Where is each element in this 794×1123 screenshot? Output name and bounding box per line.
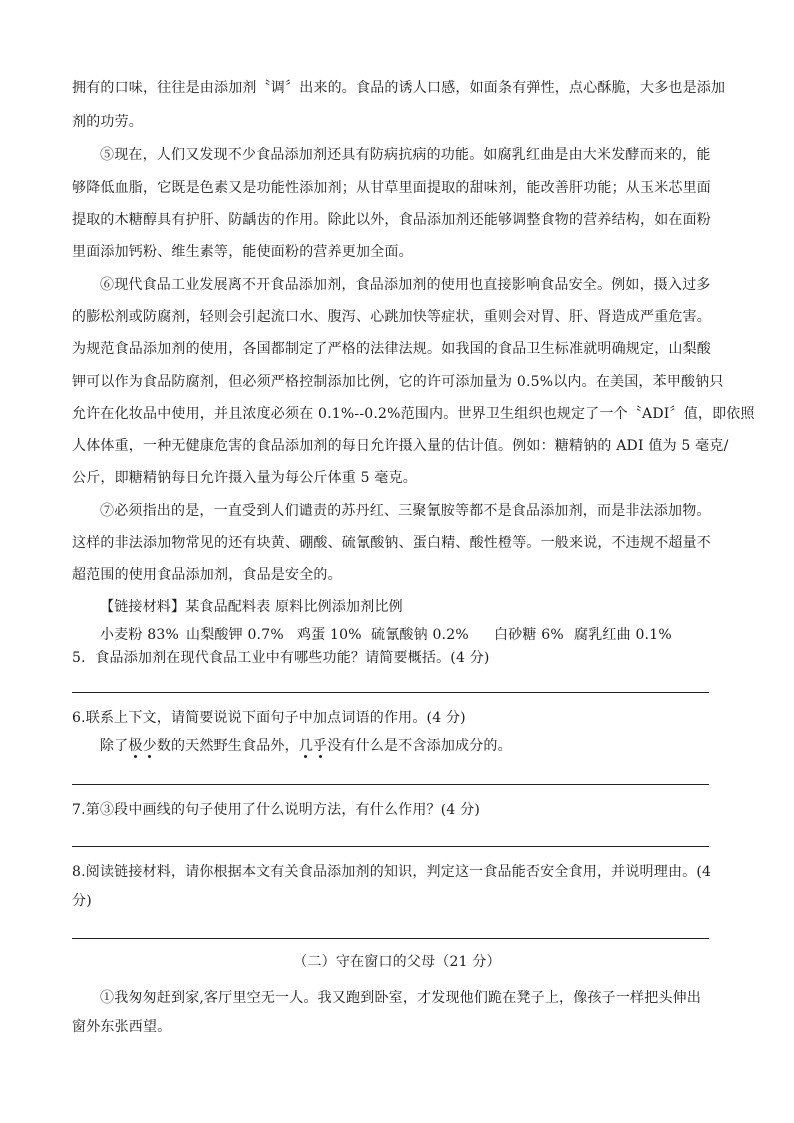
section-2-title: （二）守在窗口的父母（21 分） <box>293 954 501 970</box>
ingredient-item: 硫氰酸钠 0.2% <box>371 627 469 643</box>
dotted-char: 几 <box>298 738 314 754</box>
q6-text-c: 没有什么是不含添加成分的。 <box>327 738 512 754</box>
ingredient-item: 腐乳红曲 0.1% <box>574 627 672 643</box>
p6-line-7: 公斤，即糖精钠每日允许摄入量为每公斤体重 5 毫克。 <box>72 470 418 486</box>
p4-line-1: 拥有的口味，往往是由添加剂〝调〞出来的。食品的诱人口感，如面条有弹性，点心酥脆，大多也是添加 <box>72 80 726 96</box>
p5-line-1: ⑤现在，人们又发现不少食品添加剂还具有防病抗病的功能。如腐乳红曲是由大米发酵而来的，能 <box>100 147 711 163</box>
question-6: 6.联系上下文，请简要说说下面句子中加点词语的作用。(4 分) <box>72 710 466 726</box>
question-5: 5．食品添加剂在现代食品工业中有哪些功能？请简要概括。(4 分) <box>72 650 490 666</box>
q6-sentence <box>100 736 722 756</box>
ingredient-item: 小麦粉 83% <box>100 627 179 643</box>
dotted-char: 少 <box>142 738 157 754</box>
ingredient-item: 鸡蛋 10% <box>297 627 362 643</box>
p6-line-5: 允许在化妆品中使用，并且浓度必须在 0.1%--0.2%范围内。世界卫生组织也规定了一个〝ADI〞值，即依照 <box>72 406 755 422</box>
q6-text-a: 除了 <box>100 738 129 754</box>
p5-line-4: 里面添加钙粉、维生素等，能使面粉的营养更加全面。 <box>72 244 413 260</box>
q6-text-b: 数的天然野生食品外， <box>156 738 299 754</box>
p7-line-1: ⑦必须指出的是，一直受到人们谴责的苏丹红、三聚氰胺等都不是食品添加剂，而是非法添加物。 <box>100 503 711 519</box>
p7-line-2: 这样的非法添加物常见的还有块黄、硼酸、硫氰酸钠、蛋白精、酸性橙等。一般来说，不违规不超量不 <box>72 535 711 551</box>
ingredient-item: 山梨酸钾 0.7% <box>186 627 284 643</box>
p7-line-3: 超范围的使用食品添加剂，食品是安全的。 <box>72 567 342 583</box>
question-7: 7.第③段中画线的句子使用了什么说明方法，有什么作用？(4 分) <box>72 802 481 818</box>
p4-line-2: 剂的功劳。 <box>72 114 143 130</box>
dotted-char: 极 <box>128 738 143 754</box>
answer-line-q6[interactable] <box>72 784 709 785</box>
section-2-line-1: ①我匆匆赶到家,客厅里空无一人。我又跑到卧室，才发现他们跪在凳子上，像孩子一样把头伸出 <box>100 990 702 1006</box>
p6-line-2: 的膨松剂或防腐剂，轻则会引起流口水、腹泻、心跳加快等症状，重则会对胃、肝、肾造成严重危害。 <box>72 309 711 325</box>
dotted-char: 乎 <box>313 738 328 754</box>
p6-line-3: 为规范食品添加剂的使用，各国都制定了严格的法律法规。如我国的食品卫生标准就明确规定，山梨酸 <box>72 341 711 357</box>
answer-line-q5[interactable] <box>72 692 709 693</box>
p6-line-6: 人体体重，一种无健康危害的食品添加剂的每日允许摄入量的估计值。例如：糖精钠的 ADI 值为 5 毫克/ <box>72 438 729 454</box>
p6-line-1: ⑥现代食品工业发展离不开食品添加剂，食品添加剂的使用也直接影响食品安全。例如，摄入过多 <box>100 277 711 293</box>
question-8-line-2: 分) <box>72 893 92 909</box>
answer-line-q8[interactable] <box>72 938 709 939</box>
p6-line-4: 钾可以作为食品防腐剂，但必须严格控制添加比例，它的许可添加量为 0.5%以内。在美国，苯甲酸钠只 <box>72 374 724 390</box>
ingredient-item: 白砂糖 6% <box>494 627 564 643</box>
p5-line-3: 提取的木糖醇具有护肝、防龋齿的作用。除此以外，食品添加剂还能够调整食物的营养结构，如在面粉 <box>72 212 711 228</box>
question-8-line-1: 8.阅读链接材料，请你根据本文有关食品添加剂的知识，判定这一食品能否安全食用，并说明理由。(4 <box>72 864 712 880</box>
answer-line-q7[interactable] <box>72 846 709 847</box>
section-2-line-2: 窗外东张西望。 <box>72 1019 172 1035</box>
ingredient-list <box>100 625 722 645</box>
link-material-heading: 【链接材料】某食品配料表 原料比例添加剂比例 <box>100 599 403 615</box>
p5-line-2: 够降低血脂，它既是色素又是功能性添加剂；从甘草里面提取的甜味剂，能改善肝功能；从玉米芯里面 <box>72 180 711 196</box>
